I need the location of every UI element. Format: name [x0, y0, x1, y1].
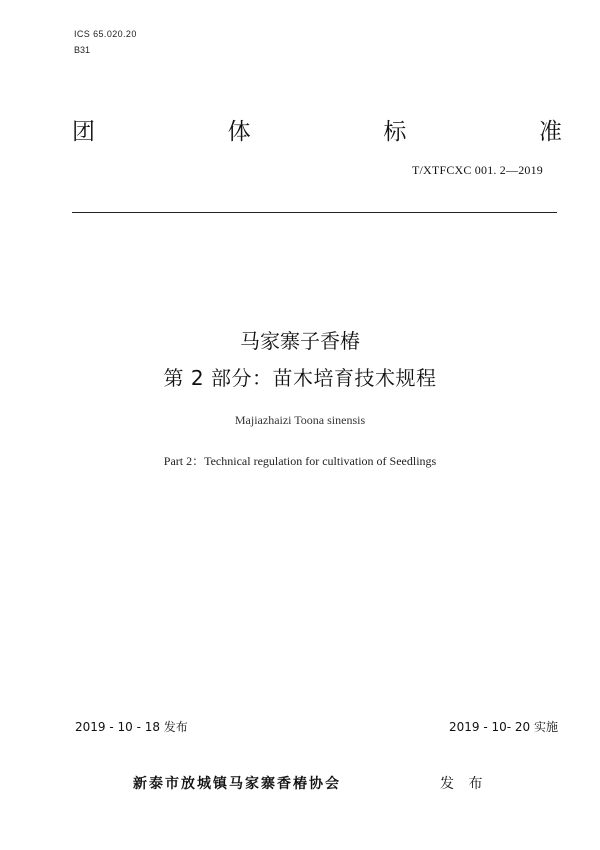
title-english-part: Part 2：Technical regulation for cultivation of Seedlings	[163, 454, 437, 468]
title-english-name: Majiazhaizi Toona sinensis	[234, 413, 366, 427]
standard-number: T/XTFCXC 001. 2—2019	[411, 163, 543, 177]
standard-type-char: 准	[538, 119, 562, 145]
standard-type-char: 体	[227, 119, 251, 145]
standard-type-heading	[72, 113, 562, 146]
publish-label: 发 布	[440, 776, 488, 792]
standard-type-char: 团	[72, 119, 95, 145]
divider-line	[72, 212, 557, 213]
ics-code: ICS 65.020.20	[74, 29, 137, 39]
title-main: 马家寨子香椿	[240, 329, 360, 353]
classification-code: B31	[74, 45, 91, 55]
standard-type-char: 标	[383, 119, 407, 145]
title-part: 第 2 部分：苗木培育技术规程	[163, 366, 437, 390]
implementation-date: 2019 - 10- 20 实施	[449, 720, 558, 734]
issue-date: 2019 - 10 - 18 发布	[75, 720, 188, 734]
publisher-name: 新泰市放城镇马家寨香椿协会	[133, 776, 341, 792]
